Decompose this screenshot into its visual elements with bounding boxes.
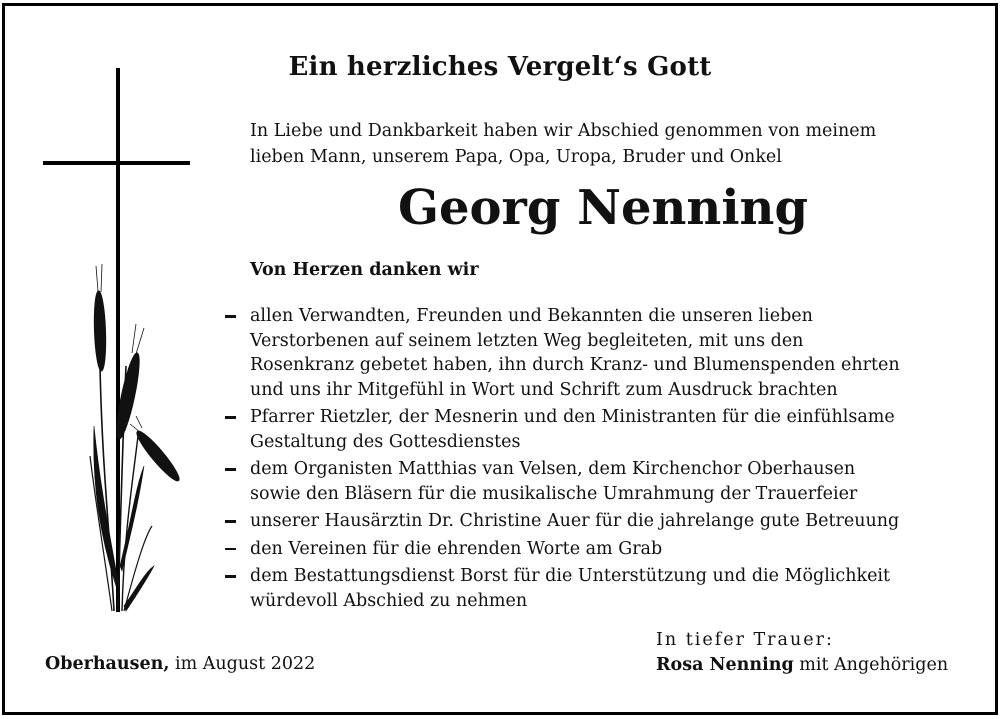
thanks-item-line: würdevoll Abschied zu nehmen: [250, 590, 528, 611]
thanks-item-line: Rosenkranz gebetet haben, ihn durch Kranz- und Blumenspenden ehrten: [250, 355, 900, 375]
signatory-rest: mit Angehörigen: [793, 655, 949, 675]
thanks-item-line: unserer Hausärztin Dr. Christine Auer für die jahrelange gute Betreuung: [250, 511, 900, 531]
place-and-date: [45, 654, 315, 674]
thanks-item: [222, 457, 982, 506]
signatory-name: Rosa Nenning: [656, 655, 794, 675]
mourning-label: In tiefer Trauer:: [656, 630, 834, 650]
thanks-item-line: den Vereinen für die ehrenden Worte am Grab: [250, 538, 663, 559]
notice-heading: Ein herzliches Vergelt‘s Gott: [288, 52, 712, 82]
thanks-item-line: Verstorbenen auf seinem letzten Weg begleiteten, mit uns den: [250, 330, 804, 351]
thanks-item: [222, 537, 982, 562]
intro-text: [250, 118, 970, 170]
intro-line: In Liebe und Dankbarkeit haben wir Abschied genommen von meinem: [250, 121, 877, 141]
thanks-item-line: dem Bestattungsdienst Borst für die Unterstützung und die Möglichkeit: [250, 566, 891, 586]
wheat-ears-icon: [90, 264, 183, 611]
thanks-item-line: Gestaltung des Gottesdienstes: [250, 431, 521, 452]
thanks-item-line: und uns ihr Mitgefühl in Wort und Schrift zum Ausdruck brachten: [250, 379, 838, 400]
date-text: im August 2022: [169, 654, 316, 674]
signatory: [656, 655, 948, 675]
intro-line: lieben Mann, unserem Papa, Opa, Uropa, Bruder und Onkel: [250, 147, 782, 167]
thanks-item: [222, 509, 982, 534]
cross-with-wheat-icon: [40, 66, 190, 626]
deceased-name: Georg Nenning: [398, 180, 809, 236]
thanks-item-line: Pfarrer Rietzler, der Mesnerin und den Ministranten für die einfühlsame: [250, 407, 895, 427]
thanks-item: [222, 405, 982, 454]
thanks-list: [222, 304, 982, 616]
thanks-heading: Von Herzen danken wir: [250, 260, 479, 280]
thanks-item-line: allen Verwandten, Freunden und Bekannten die unseren lieben: [250, 306, 813, 326]
thanks-item: [222, 304, 982, 402]
thanks-item-line: dem Organisten Matthias van Velsen, dem Kirchenchor Oberhausen: [250, 459, 856, 479]
thanks-item-line: sowie den Bläsern für die musikalische Umrahmung der Trauerfeier: [250, 483, 858, 504]
thanks-item: [222, 564, 982, 613]
cross-icon: [43, 68, 190, 612]
place-name: Oberhausen,: [45, 654, 170, 674]
